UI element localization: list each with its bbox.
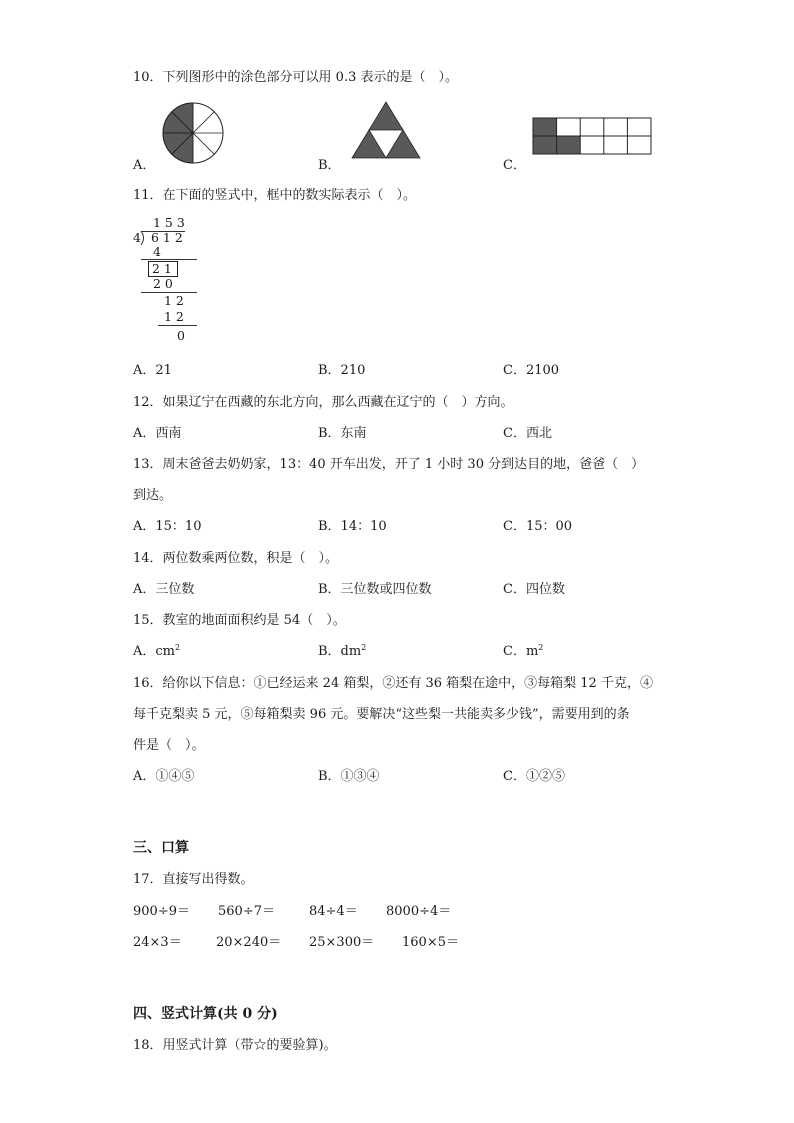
q17-text: 17．直接写出得数。 [133,872,254,887]
q10-option-a-label[interactable]: A． [133,158,156,173]
oral-calc-4: 8000÷4＝ [386,904,452,919]
q16-option-a[interactable]: A．①④⑤ [133,769,195,784]
oral-calc-2: 560÷7＝ [218,904,275,919]
q11-text: 11．在下面的竖式中，框中的数实际表示（ ）。 [133,188,417,203]
q12-option-a[interactable]: A．西南 [133,426,182,441]
q10-text: 10．下列图形中的涂色部分可以用 0.3 表示的是（ ）。 [133,70,458,85]
q11-option-c[interactable]: C．2100 [503,363,560,378]
q15-option-a[interactable]: A．$cm^2$ [133,643,181,659]
q16-option-b[interactable]: B．①③④ [318,769,380,784]
section-4-title: 四、竖式计算(共 0 分) [133,1006,278,1022]
division-divisor: 4 [133,230,141,245]
division-step2: 2 0 [153,276,173,291]
q10-option-b-label[interactable]: B． [318,158,341,173]
q13-option-c[interactable]: C．15：00 [503,519,573,534]
oral-calc-5: 24×3＝ [133,935,182,950]
q15-text: 15．教室的地面面积约是 54（ ）。 [133,613,346,628]
q16-option-c[interactable]: C．①②⑤ [503,769,565,784]
q12-text: 12．如果辽宁在西藏的东北方向，那么西藏在辽宁的（ ）方向。 [133,395,514,410]
q10-triangle-figure [350,100,422,160]
q18-text: 18．用竖式计算（带☆的要验算)。 [133,1038,337,1053]
q14-option-b[interactable]: B．三位数或四位数 [318,582,432,597]
oral-calc-1: 900÷9＝ [133,904,190,919]
q15-option-c[interactable]: C．$m^2$ [503,643,544,659]
q10-grid-figure [532,117,652,155]
division-step4: 1 2 [164,309,184,324]
q13-option-a[interactable]: A．15：10 [133,519,202,534]
oral-calc-8: 160×5＝ [402,935,459,950]
q11-option-a[interactable]: A．21 [133,363,172,378]
q13-option-b[interactable]: B．14：10 [318,519,387,534]
q16-text-line2: 每千克梨卖 5 元，⑤每箱梨卖 96 元。要解决“这些梨一共能卖多少钱”，需要用到的条 [133,707,630,722]
division-dividend: 6 1 2 [151,230,183,245]
q10-circle-figure [158,102,228,164]
oral-calc-3: 84÷4＝ [309,904,358,919]
division-quotient: 1 5 3 [153,215,185,230]
division-boxed-number: 2 1 [152,261,172,276]
q15-option-b[interactable]: B．$dm^2$ [318,643,367,659]
division-step1: 4 [153,244,161,259]
section-3-title: 三、口算 [133,840,189,856]
division-bracket [140,230,146,246]
q14-text: 14．两位数乘两位数，积是（ ）。 [133,551,339,566]
q16-text-line3: 件是（ ）。 [133,738,205,753]
q13-text-line2: 到达。 [133,488,173,503]
q12-option-c[interactable]: C．西北 [503,426,552,441]
q13-text-line1: 13．周末爸爸去奶奶家，13：40 开车出发，开了 1 小时 30 分到达目的地，爸爸（ ） [133,457,645,472]
q16-text-line1: 16．给你以下信息：①已经运来 24 箱梨，②还有 36 箱梨在途中，③每箱梨 12 千克，④ [133,676,653,691]
division-remainder: 0 [177,328,185,343]
oral-calc-6: 20×240＝ [216,935,282,950]
oral-calc-7: 25×300＝ [309,935,375,950]
division-step3: 1 2 [164,293,184,308]
q12-option-b[interactable]: B．东南 [318,426,367,441]
q11-option-b[interactable]: B．210 [318,363,366,378]
q14-option-c[interactable]: C．四位数 [503,582,565,597]
q14-option-a[interactable]: A．三位数 [133,582,195,597]
q10-option-c-label[interactable]: C． [503,158,526,173]
